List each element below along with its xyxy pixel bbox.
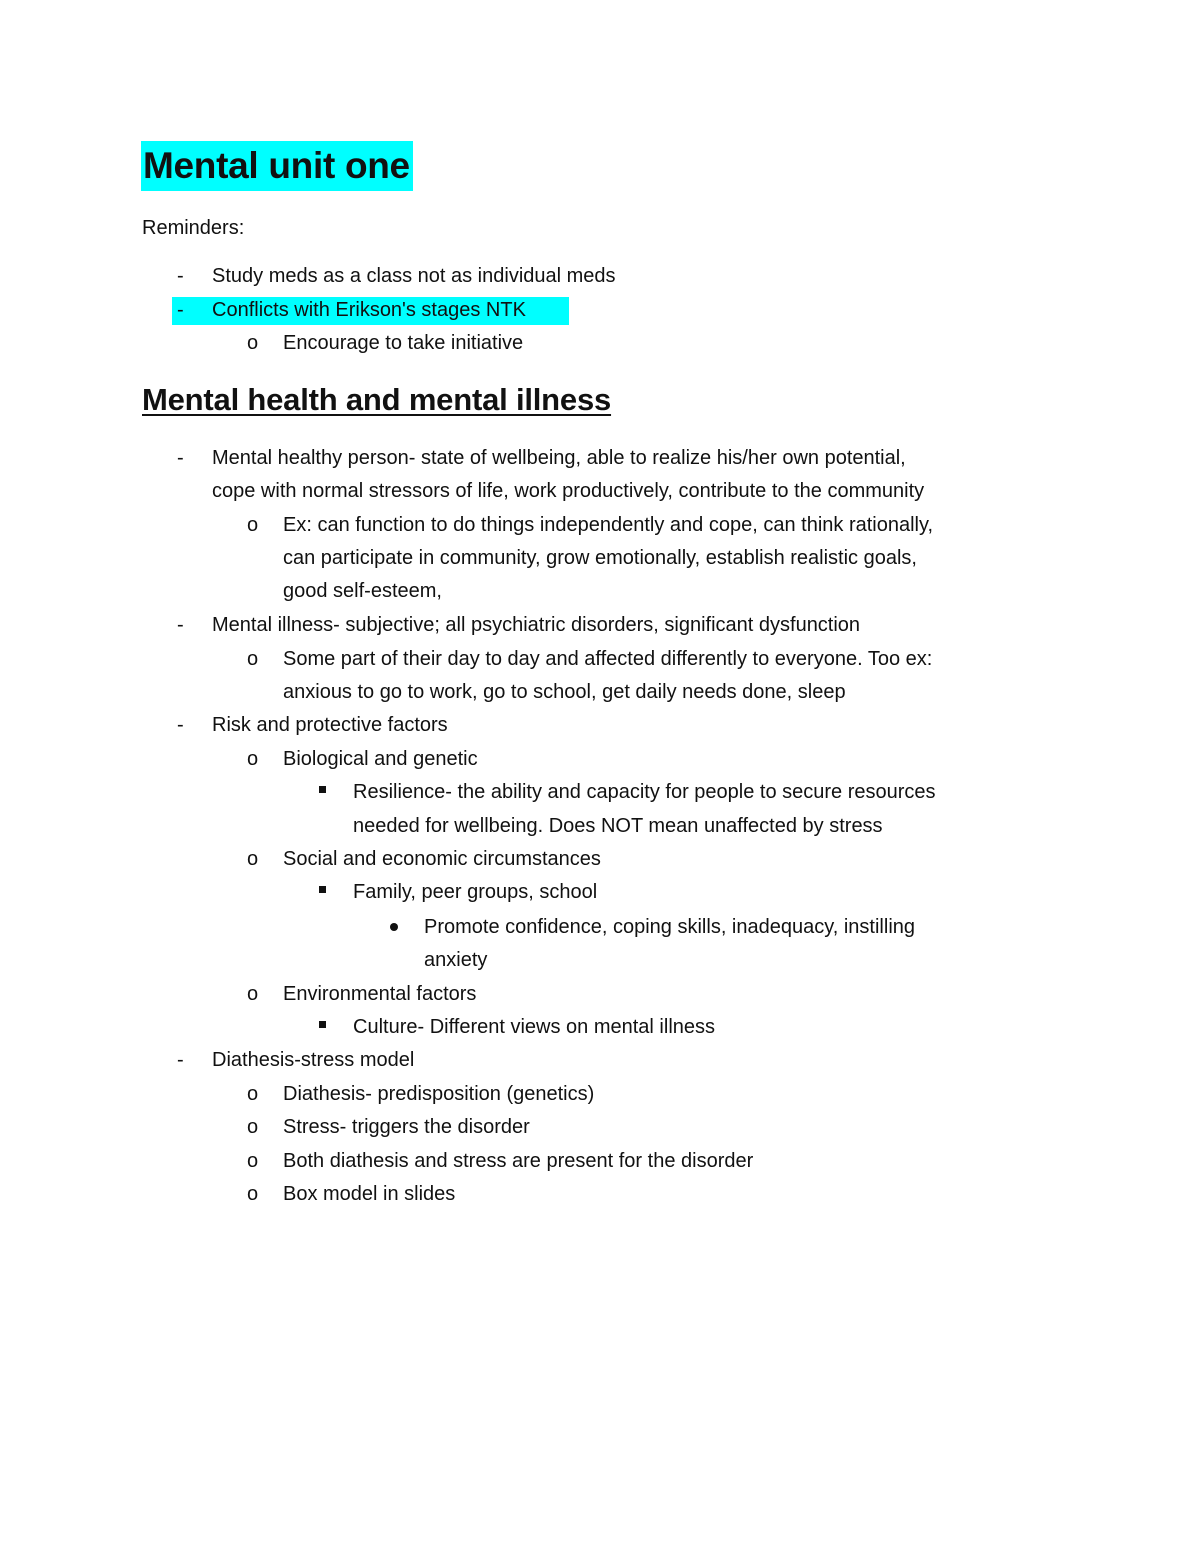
bullet-dash: - [177,614,184,636]
bullet-square-icon [319,786,326,793]
list-subsubitem: Resilience- the ability and capacity for people to secure resources [353,781,936,803]
list-level4-item: Promote confidence, coping skills, inadequacy, instilling [424,916,916,938]
bullet-circle: o [247,648,259,670]
reminder-item: Study meds as a class not as individual meds [212,265,616,287]
list-item-continuation: cope with normal stressors of life, work productively, contribute to the community [212,480,925,502]
bullet-circle: o [247,848,259,870]
reminder-item-highlighted: Conflicts with Erikson's stages NTK [212,299,526,321]
list-subitem: Biological and genetic [283,748,478,770]
list-level4-continuation: anxiety [424,949,488,971]
list-subitem-continuation: anxious to go to work, go to school, get daily needs done, sleep [283,681,846,703]
list-subitem: Both diathesis and stress are present for the disorder [283,1150,754,1172]
bullet-circle: o [247,748,259,770]
bullet-dash: - [177,1049,184,1071]
list-item: Mental healthy person- state of wellbeing, able to realize his/her own potential, [212,447,906,469]
list-subitem: Social and economic circumstances [283,848,601,870]
section-heading: Mental health and mental illness [142,382,612,417]
list-subsubitem-continuation: needed for wellbeing. Does NOT mean unaffected by stress [353,815,883,837]
bullet-dot-icon [390,923,398,931]
list-subitem: Some part of their day to day and affected differently to everyone. Too ex: [283,648,933,670]
bullet-dash: - [177,714,184,736]
bullet-circle: o [247,514,259,536]
list-item: Diathesis-stress model [212,1049,415,1071]
reminders-label: Reminders: [142,217,245,239]
bullet-dash: - [177,299,184,321]
bullet-square-icon [319,886,326,893]
list-subitem: Ex: can function to do things independently and cope, can think rationally, [283,514,934,536]
list-subitem: Environmental factors [283,983,477,1005]
list-subitem: Diathesis- predisposition (genetics) [283,1083,595,1105]
list-item: Mental illness- subjective; all psychiatric disorders, significant dysfunction [212,614,861,636]
bullet-circle: o [247,983,259,1005]
page-title: Mental unit one [141,141,413,191]
bullet-dash: - [177,447,184,469]
bullet-square-icon [319,1021,326,1028]
list-subitem: Stress- triggers the disorder [283,1116,530,1138]
bullet-circle: o [247,1150,259,1172]
list-subitem: Box model in slides [283,1183,456,1205]
list-subitem-continuation: can participate in community, grow emotionally, establish realistic goals, [283,547,917,569]
list-item: Risk and protective factors [212,714,448,736]
list-subsubitem: Family, peer groups, school [353,881,598,903]
bullet-circle: o [247,1183,259,1205]
bullet-circle: o [247,1116,259,1138]
bullet-circle: o [247,332,259,354]
bullet-circle: o [247,1083,259,1105]
bullet-dash: - [177,265,184,287]
reminder-subitem: Encourage to take initiative [283,332,524,354]
list-subitem-continuation: good self-esteem, [283,580,442,602]
list-subsubitem: Culture- Different views on mental illness [353,1016,716,1038]
